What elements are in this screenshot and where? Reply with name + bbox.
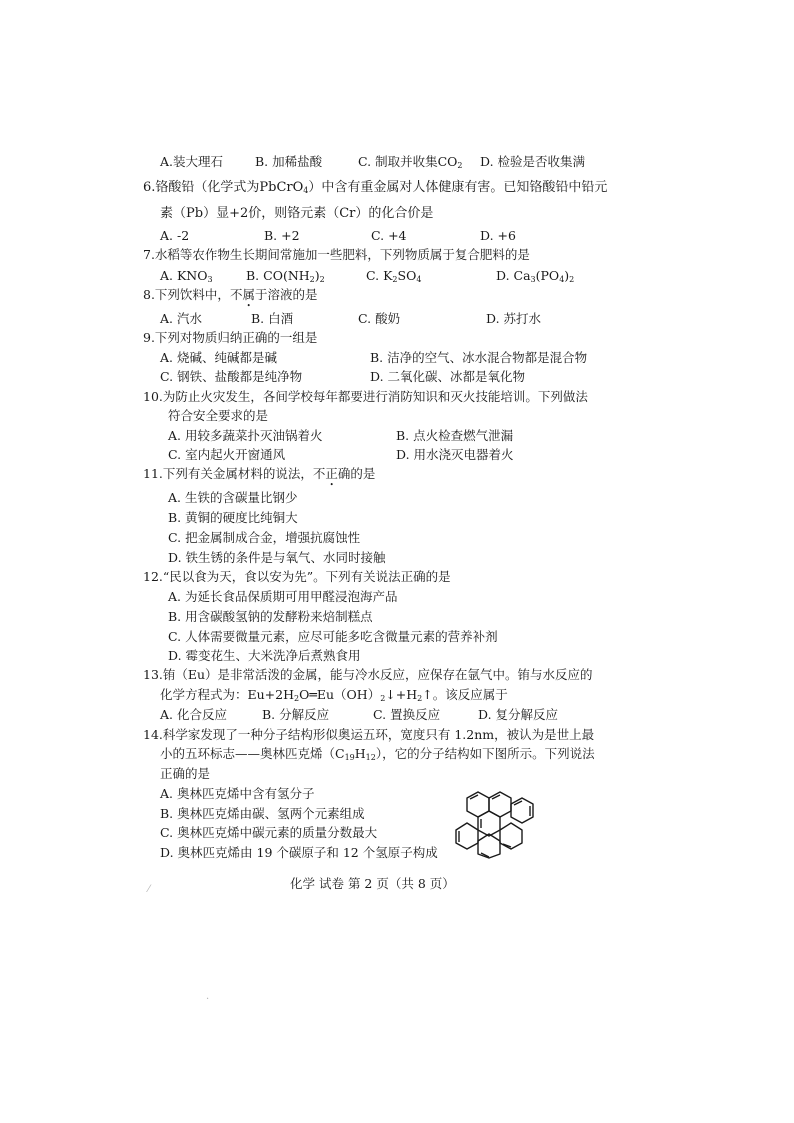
q9-option-d: D. 二氧化碳、冰都是氧化物	[370, 369, 526, 384]
q12-stem: 12.“民以食为天，食以安为先”。下列有关说法正确的是	[143, 569, 451, 584]
q13-option-b: B. 分解反应	[262, 707, 330, 722]
q7-stem: 7.水稻等农作物生长期间常施加一些肥料，下列物质属于复合肥料的是	[143, 247, 530, 262]
q13-equation-part2: O═Eu（OH）	[299, 687, 381, 702]
q10-option-c: C. 室内起火开窗通风	[168, 447, 286, 462]
q11-option-d: D. 铁生锈的条件是与氧气、水同时接触	[168, 550, 386, 565]
q13-option-a: A. 化合反应	[160, 707, 227, 722]
q14-stem-line2: 小的五环标志——奥林匹克烯$(C_{19}H_{12})$，它的分子结构如下图所示。下列说法	[160, 746, 595, 762]
q6-stem-line2: 素（Pb）显+2价，则铬元素（Cr）的化合价是	[160, 206, 434, 221]
q8-option-d: D. 苏打水	[486, 311, 542, 326]
q13-equation-part3: ↓+H	[385, 687, 418, 702]
q11-option-c: C. 把金属制成合金，增强抗腐蚀性	[168, 530, 361, 545]
q7-option-d-text: D. Ca	[496, 268, 531, 283]
q14-stem-part2: H	[354, 746, 366, 761]
q8-stem	[143, 287, 317, 303]
q7-option-c: C. $K_2SO_4$	[366, 268, 422, 284]
q6-stem-part1: 6.铬酸铅（化学式为PbCrO	[143, 180, 304, 195]
q8-option-c: C. 酸奶	[358, 311, 401, 326]
ring-bottom-middle	[478, 834, 500, 858]
q6-option-a: A. -2	[160, 228, 190, 243]
q7-option-a: A. $KNO_3$	[160, 268, 213, 284]
q7-option-a-text: A. KNO	[160, 268, 208, 283]
q10-stem-line1: 10.为防止火灾发生，各间学校每年都要进行消防知识和灭火技能培训。下列做法	[143, 389, 588, 404]
q6-stem-part2: ）中含有重金属对人体健康有害。已知铬酸铅中铅元	[308, 180, 608, 195]
q12-option-b: B. 用含碳酸氢钠的发酵粉来焙制糕点	[168, 609, 373, 624]
q14-option-b: B. 奥林匹克烯由碳、氢两个元素组成	[160, 806, 365, 821]
q5-option-c-text: C. 制取并收集CO	[358, 154, 458, 169]
q10-option-b: B. 点火检查燃气泄漏	[396, 428, 514, 443]
q12-option-c: C. 人体需要微量元素，应尽可能多吃含微量元素的营养补剂	[168, 629, 498, 644]
q11-stem	[143, 466, 375, 482]
q8-option-a: A. 汽水	[160, 311, 202, 326]
q14-option-a: A. 奥林匹克烯中含有氢分子	[160, 786, 315, 801]
q13-equation-line: 化学方程式为：$Eu+2H_2O═Eu(OH)_2↓+H_2↑$。该反应属于	[160, 687, 508, 703]
q13-equation-part4: ↑。该反应属于	[422, 687, 508, 702]
q13-equation-part1: 化学方程式为：Eu+2H	[160, 687, 295, 702]
q14-option-d: D. 奥林匹克烯由 19 个碳原子和 12 个氢原子构成	[160, 845, 438, 860]
q6-option-b: B. +2	[264, 228, 300, 243]
q14-stem-line1: 14.科学家发现了一种分子结构形似奥运五环，宽度只有 1.2nm，被认为是世上最	[143, 727, 595, 742]
q13-stem-line1: 13.铕（Eu）是非常活泼的金属，能与冷水反应，应保存在氩气中。铕与水反应的	[143, 667, 593, 682]
q10-stem-line2: 符合安全要求的是	[168, 408, 269, 423]
q12-option-a: A. 为延长食品保质期可用甲醛浸泡海产品	[168, 589, 398, 604]
q5-option-d: D. 检验是否收集满	[480, 154, 586, 169]
page-footer: 化学 试卷 第 2 页（共 8 页）	[290, 876, 455, 891]
q8-stem-emphasis: 不属于	[229, 287, 268, 302]
q6-option-c: C. +4	[371, 228, 407, 243]
q8-option-b: B. 白酒	[251, 311, 294, 326]
q10-option-d: D. 用水浇灭电器着火	[396, 447, 514, 462]
q9-option-c: C. 钢铁、盐酸都是纯净物	[160, 369, 303, 384]
q12-option-d: D. 霉变花生、大米洗净后煮熟食用	[168, 648, 361, 663]
q8-stem-part2: 溶液的是	[267, 287, 318, 302]
q9-option-b: B. 洁净的空气、冰水混合物都是混合物	[370, 350, 588, 365]
q8-stem-part1: 8.下列饮料中，	[143, 287, 230, 302]
scan-mark: ·	[206, 994, 210, 1005]
q11-stem-emphasis: 不正确	[312, 466, 351, 481]
q7-option-b: B. $CO(NH_2)_2$	[246, 268, 325, 284]
scan-mark: ⁄	[148, 884, 150, 895]
q14-stem-line3: 正确的是	[160, 766, 211, 781]
q5-option-b: B. 加稀盐酸	[255, 154, 323, 169]
q14-stem-part3: ），它的分子结构如下图所示。下列说法	[375, 746, 595, 761]
q9-option-a: A. 烧碱、纯碱都是碱	[160, 350, 277, 365]
q5-option-c: C. 制取并收集$CO_2$	[358, 154, 463, 170]
q11-stem-part2: 的是	[350, 466, 376, 481]
q6-stem-line1: 6.铬酸铅（化学式为PbCrO$_4$）中含有重金属对人体健康有害。已知铬酸铅中铅元	[143, 180, 608, 195]
q10-option-a: A. 用较多蔬菜扑灭油锅着火	[168, 428, 323, 443]
q7-option-d: D. $Ca_3(PO_4)_2$	[496, 268, 575, 284]
q9-stem: 9.下列对物质归纳正确的一组是	[143, 330, 318, 345]
q11-stem-part1: 11.下列有关金属材料的说法，	[143, 466, 313, 481]
q5-option-a: A.装大理石	[160, 154, 224, 169]
q14-stem-part1: 小的五环标志——奥林匹克烯（C	[160, 746, 345, 761]
q13-option-c: C. 置换反应	[373, 707, 441, 722]
q13-option-d: D. 复分解反应	[478, 707, 559, 722]
q14-option-c: C. 奥林匹克烯中碳元素的质量分数最大	[160, 825, 378, 840]
q11-option-a: A. 生铁的含碳量比钢少	[168, 490, 298, 505]
q7-option-b-text: B. CO(NH	[246, 268, 310, 283]
q6-option-d: D. +6	[480, 228, 516, 243]
ring-bottom-right	[500, 823, 522, 849]
q7-option-c-text: C. K	[366, 268, 393, 283]
olympicene-structure-diagram	[452, 788, 542, 860]
q11-option-b: B. 黄铜的硬度比纯铜大	[168, 510, 298, 525]
